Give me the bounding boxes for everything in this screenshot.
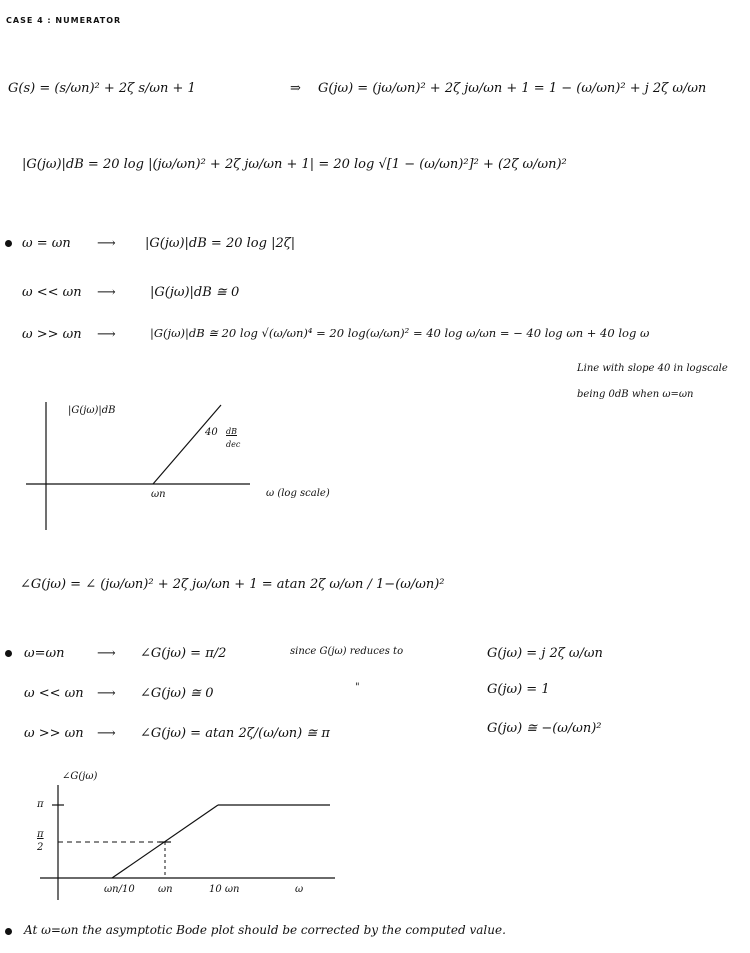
case-arrow: ⟶: [97, 285, 116, 300]
slope-note-line2: being 0dB when ω=ωn: [577, 389, 694, 400]
case-condition: ω = ωn: [22, 236, 71, 251]
case-condition: ω << ωn: [22, 285, 82, 300]
case-result: |G(jω)|dB ≅ 0: [150, 285, 240, 300]
phase-case-reduces: G(jω) = 1: [487, 682, 550, 697]
mag-slope-unit-top: dB: [226, 427, 237, 436]
phase-case-reduces: G(jω) = j 2ζ ω/ωn: [487, 646, 603, 661]
phase-y-tick-pi: π: [37, 799, 44, 810]
phase-case-note: ": [355, 682, 360, 693]
bullet-icon: [5, 650, 12, 657]
phase-x-tick: 10 ωn: [209, 884, 240, 895]
phase-equation: ∠G(jω) = ∠ (jω/ωn)² + 2ζ jω/ωn + 1 = atan 2ζ ω/ωn / 1−(ω/ωn)²: [20, 577, 445, 592]
phase-x-tick: ωn/10: [104, 884, 135, 895]
phase-case-arrow: ⟶: [97, 646, 116, 661]
case-result: |G(jω)|dB = 20 log |2ζ|: [145, 236, 296, 251]
mag-slope-unit-bottom: dec: [226, 440, 241, 449]
phase-case-note: since G(jω) reduces to: [290, 646, 404, 657]
phase-y-label: ∠G(jω): [62, 771, 98, 782]
case-arrow: ⟶: [97, 327, 116, 342]
case-arrow: ⟶: [97, 236, 116, 251]
footer-note: At ω=ωn the asymptotic Bode plot should be corrected by the computed value.: [24, 923, 506, 937]
phase-case-condition: ω << ωn: [24, 686, 84, 701]
phase-case-reduces: G(jω) ≅ −(ω/ωn)²: [487, 721, 602, 736]
transfer-function-equation: G(s) = (s/ωn)² + 2ζ s/ωn + 1: [8, 81, 196, 96]
phase-case-condition: ω=ωn: [24, 646, 65, 661]
slope-note-line1: Line with slope 40 in logscale: [577, 363, 728, 374]
phase-x-tick: ωn: [158, 884, 173, 895]
case-result: |G(jω)|dB ≅ 20 log √(ω/ωn)⁴ = 20 log(ω/ωn)² = 40 log ω/ωn = − 40 log ωn + 40 log ω: [150, 326, 650, 340]
phase-y-tick-pi2-num: π: [37, 829, 44, 840]
mag-asymptote-line: [153, 405, 221, 484]
phase-case-result: ∠G(jω) ≅ 0: [140, 686, 214, 701]
phase-case-condition: ω >> ωn: [24, 726, 84, 741]
mag-x-label: ω (log scale): [266, 488, 330, 499]
frequency-response-equation: G(jω) = (jω/ωn)² + 2ζ jω/ωn + 1 = 1 − (ω/ωn)² + j 2ζ ω/ωn: [318, 81, 707, 96]
phase-case-arrow: ⟶: [97, 686, 116, 701]
bullet-icon: [5, 928, 12, 935]
phase-y-tick-pi2-den: 2: [37, 842, 44, 853]
page-title: CASE 4 : NUMERATOR: [6, 16, 122, 25]
phase-case-result: ∠G(jω) = π/2: [140, 646, 227, 661]
mag-x-tick-wn: ωn: [151, 489, 166, 500]
implies-arrow: ⇒: [290, 81, 301, 96]
case-condition: ω >> ωn: [22, 327, 82, 342]
magnitude-equation: |G(jω)|dB = 20 log |(jω/ωn)² + 2ζ jω/ωn + 1| = 20 log √[1 − (ω/ωn)²]² + (2ζ ω/ωn)²: [22, 157, 567, 172]
mag-y-label: |G(jω)|dB: [68, 405, 116, 416]
phase-case-arrow: ⟶: [97, 726, 116, 741]
mag-slope-label: 40: [205, 427, 218, 438]
phase-x-label: ω: [295, 884, 304, 895]
phase-case-result: ∠G(jω) = atan 2ζ/(ω/ωn) ≅ π: [140, 726, 330, 741]
